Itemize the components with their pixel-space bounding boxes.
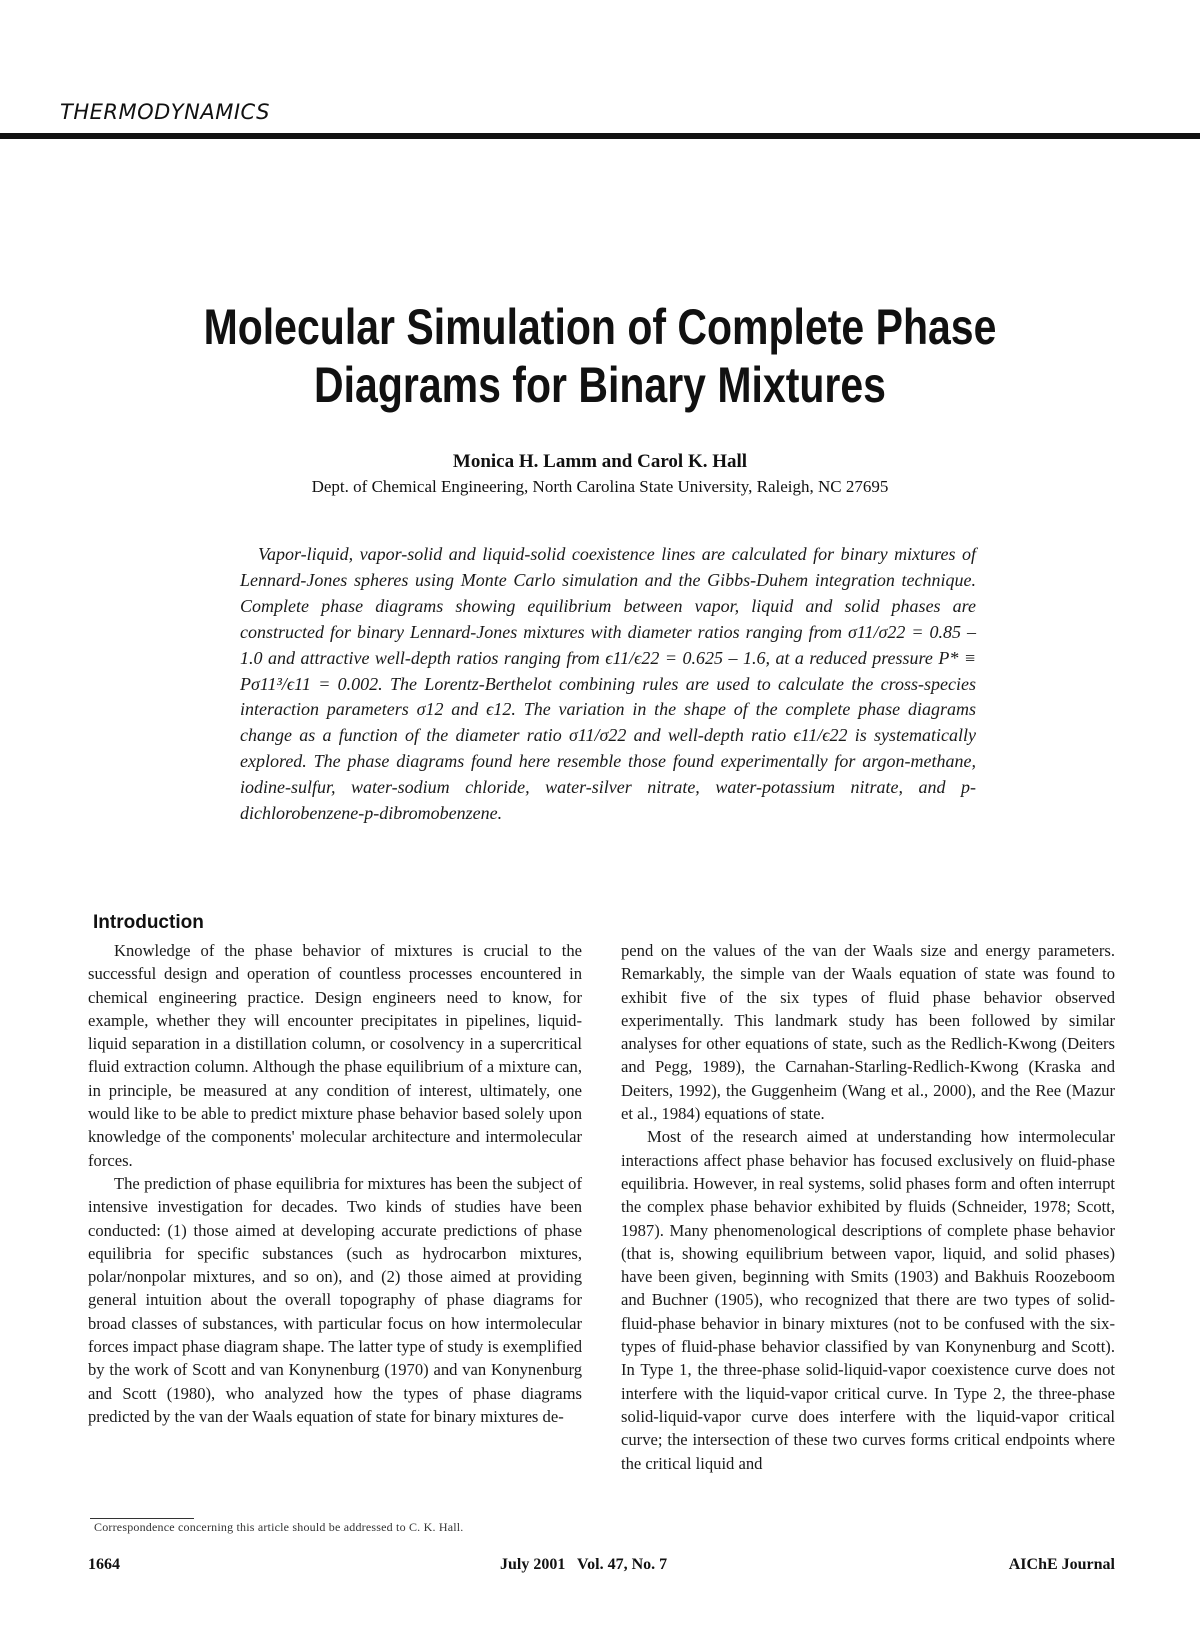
article-title: Molecular Simulation of Complete Phase Diagrams for Binary Mixtures <box>203 299 997 413</box>
left-column <box>88 939 582 1428</box>
article-abstract: Vapor-liquid, vapor-solid and liquid-solid coexistence lines are calculated for binary mixtures of Lennard-Jones spheres using Monte Carlo simulation and the Gibbs-Duhem integration technique. Complete phase diagrams showing equilibrium between vapor, liquid and solid phases are constructed for binary Lennard-Jones mixtures with diameter ratios ranging from σ11/σ22 = 0.85 – 1.0 and attractive well-depth ratios ranging from ϵ11/ϵ22 = 0.625 – 1.6, at a reduced pressure P* ≡ Pσ11³/ϵ11 = 0.002. The Lorentz-Berthelot combining rules are used to calculate the cross-species interaction parameters σ12 and ϵ12. The variation in the shape of the complete phase diagrams change as a function of the diameter ratio σ11/σ22 and well-depth ratio ϵ11/ϵ22 is systematically explored. The phase diagrams found here resemble those found experimentally for argon-methane, iodine-sulfur, water-sodium chloride, water-silver nitrate, water-potassium nitrate, and p-dichlorobenzene-p-dibromobenzene. <box>240 544 976 824</box>
footnote: Correspondence concerning this article should be addressed to C. K. Hall. <box>94 1520 464 1534</box>
introduction-heading: Introduction <box>93 912 204 933</box>
paragraph: Most of the research aimed at understanding how intermolecular interactions affect phase behavior has focused exclusively on fluid-phase equilibria. However, in real systems, solid phases form and often interrupt the complex phase behavior exhibited by fluids (Schneider, 1978; Scott, 1987). Many phenomenological descriptions of complete phase behavior (that is, showing equilibrium between vapor, liquid, and solid phases) have been given, beginning with Smits (1903) and Bakhuis Roozeboom and Buchner (1905), who recognized that there are two types of solid-fluid-phase behavior in binary mixtures (not to be confused with the six-types of fluid-phase behavior classified by van Konynenburg and Scott). In Type 1, the three-phase solid-liquid-vapor coexistence curve does not interfere with the liquid-vapor critical curve. In Type 2, the three-phase solid-liquid-vapor curve does interfere with the liquid-vapor critical curve; the intersection of these two curves forms critical endpoints where the critical liquid and <box>621 1127 1115 1473</box>
paragraph: The prediction of phase equilibria for mixtures has been the subject of intensive investigation for decades. Two kinds of studies have been conducted: (1) those aimed at developing accurate predictions of phase equilibria for specific substances (such as hydrocarbon mixtures, polar/nonpolar mixtures, and so on), and (2) those aimed at providing general intuition about the overall topography of phase diagrams for broad classes of substances, with particular focus on how intermolecular forces impact phase diagram shape. The latter type of study is exemplified by the work of Scott and van Konynenburg (1970) and van Konynenburg and Scott (1980), who analyzed how the types of phase diagrams predicted by the van der Waals equation of state for binary mixtures de- <box>88 1173 582 1426</box>
paragraph: pend on the values of the van der Waals size and energy parameters. Remarkably, the simple van der Waals equation of state was found to exhibit five of the six types of fluid phase behavior observed experimentally. This landmark study has been followed by similar analyses for other equations of state, such as the Redlich-Kwong (Deiters and Pegg, 1989), the Carnahan-Starling-Redlich-Kwong (Kraska and Deiters, 1992), the Guggenheim (Wang et al., 2000), and the Ree (Mazur et al., 1984) equations of state. <box>621 941 1115 1124</box>
section-heading: THERMODYNAMICS <box>60 100 270 124</box>
right-column <box>621 939 1115 1475</box>
issue-info: July 2001 Vol. 47, No. 7 <box>500 1556 668 1573</box>
journal-name: AIChE Journal <box>1008 1556 1115 1573</box>
article-affiliation: Dept. of Chemical Engineering, North Carolina State University, Raleigh, NC 27695 <box>311 477 889 496</box>
header-rule <box>0 133 1200 139</box>
paragraph: Knowledge of the phase behavior of mixtures is crucial to the successful design and operation of countless processes encountered in chemical engineering practice. Design engineers need to know, for example, whether they will encounter precipitates in pipelines, liquid-liquid separation in a distillation column, or cosolvency in a supercritical fluid extraction column. Although the phase equilibrium of a mixture can, in principle, be measured at any condition of interest, ultimately, one would like to be able to predict mixture phase behavior based solely upon knowledge of the components' molecular architecture and intermolecular forces. <box>88 941 582 1170</box>
page-number: 1664 <box>88 1556 120 1573</box>
article-authors: Monica H. Lamm and Carol K. Hall <box>452 451 748 472</box>
footnote-rule <box>90 1518 194 1519</box>
